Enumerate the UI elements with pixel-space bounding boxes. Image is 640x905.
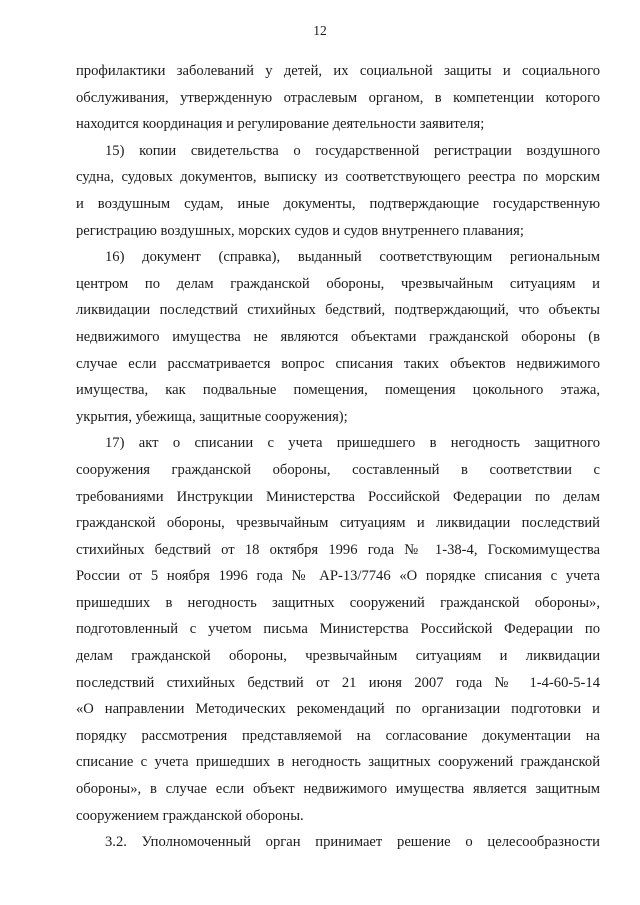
text-line: укрытия, убежища, защитные сооружения); — [76, 408, 348, 425]
text-line: профилактики заболеваний у детей, их социальной защиты и социального — [76, 63, 600, 79]
text-line: центром по делам гражданской обороны, чрезвычайным ситуациям и — [76, 275, 600, 292]
text-line: 3.2. Уполномоченный орган принимает решение о целесообразности — [105, 834, 600, 851]
text-line: ликвидации последствий стихийных бедствий, подтверждающий, что объекты — [76, 302, 600, 319]
text-line: стихийных бедствий от 18 октября 1996 года № 1-38-4, Госкомимущества — [76, 541, 600, 558]
text-line: гражданской обороны, чрезвычайным ситуациям и ликвидации последствий — [76, 515, 600, 532]
text-line: подготовленный с учетом письма Министерства Российской Федерации по — [76, 621, 600, 638]
text-line: регистрацию воздушных, морских судов и судов внутреннего плавания; — [76, 222, 524, 239]
text-line: 17) акт о списании с учета пришедшего в негодность защитного — [105, 435, 600, 452]
text-line: 16) документ (справка), выданный соответствующим региональным — [105, 249, 600, 266]
document-body — [76, 58, 600, 856]
text-line: обслуживания, утвержденную отраслевым органом, в компетенции которого — [76, 89, 600, 106]
text-line: находится координация и регулирование деятельности заявителя; — [76, 116, 485, 133]
text-line: делам гражданской обороны, чрезвычайным ситуациям и ликвидации — [76, 648, 600, 665]
text-line: обороны», в случае если объект недвижимого имущества является защитным — [76, 781, 600, 798]
text-line: случае если рассматривается вопрос списания таких объектов недвижимого — [76, 355, 600, 372]
text-line: пришедших в негодность защитных сооружений гражданской обороны», — [76, 594, 600, 611]
text-line: имущества, как подвальные помещения, помещения цокольного этажа, — [76, 382, 600, 399]
text-line: требованиями Инструкции Министерства Российской Федерации по делам — [76, 488, 600, 505]
text-line: судна, судовых документов, выписку из соответствующего реестра по морским — [76, 169, 600, 186]
text-line: сооружением гражданской обороны. — [76, 807, 304, 824]
text-line: порядку рассмотрения представляемой на согласование документации на — [76, 727, 600, 744]
text-line: 15) копии свидетельства о государственной регистрации воздушного — [105, 142, 600, 159]
page-number: 12 — [313, 23, 327, 38]
text-line: сооружения гражданской обороны, составленный в соответствии с — [76, 461, 600, 478]
text-line: «О направлении Методических рекомендаций по организации подготовки и — [76, 701, 600, 718]
text-line: и воздушным судам, иные документы, подтверждающие государственную — [76, 195, 600, 212]
text-line: списание с учета пришедших в негодность защитных сооружений гражданской — [76, 754, 600, 771]
text-line: последствий стихийных бедствий от 21 июня 2007 года № 1-4-60-5-14 — [76, 674, 600, 691]
text-line: России от 5 ноября 1996 года № АР-13/7746 «О порядке списания с учета — [76, 568, 600, 585]
text-line: недвижимого имущества не являются объектами гражданской обороны (в — [76, 328, 600, 345]
